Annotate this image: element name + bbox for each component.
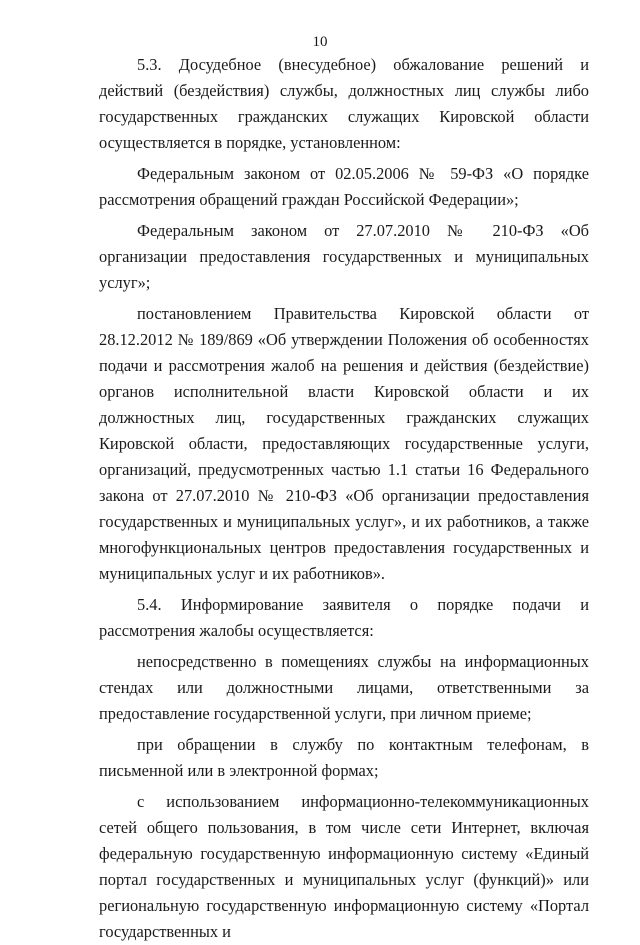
paragraph-by-phone: при обращении в службу по контактным телефонам, в письменной или в электронной формах; xyxy=(99,735,589,780)
paragraph-federal-law-210: Федеральным законом от 27.07.2010 № 210-ФЗ «Об организации предоставления государственных и муниципальных услуг»; xyxy=(99,221,589,292)
paragraph-in-premises: непосредственно в помещениях службы на информационных стендах или должностными лицами, ответственными за предоставление государственной услуги, при личном приеме; xyxy=(99,652,589,723)
paragraph-5-4: 5.4. Информирование заявителя о порядке подачи и рассмотрения жалобы осуществляется: xyxy=(99,595,589,640)
paragraph-government-resolution: постановлением Правительства Кировской области от 28.12.2012 № 189/869 «Об утверждении Положения об особенностях подачи и рассмотрения жалоб на решения и действия (бездействие) органов исполнительной власти Кировской области и их должностных лиц, государственных гражданских служащих Кировской области, предоставляющих государственные услуги, организаций, предусмотренных частью 1.1 статьи 16 Федерального закона от 27.07.2010 № 210-ФЗ «Об организации предоставления государственных и муниципальных услуг», и их работников, а также многофункциональных центров предоставления государственных и муниципальных услуг и их работников». xyxy=(99,304,589,583)
paragraph-federal-law-59: Федеральным законом от 02.05.2006 № 59-ФЗ «О порядке рассмотрения обращений граждан Российской Федерации»; xyxy=(99,164,589,209)
paragraph-5-3: 5.3. Досудебное (внесудебное) обжалование решений и действий (бездействия) службы, должностных лиц службы либо государственных гражданских служащих Кировской области осуществляется в порядке, установленном: xyxy=(99,55,589,152)
document-body xyxy=(99,52,589,945)
page-number: 10 xyxy=(312,34,328,50)
paragraph-via-internet: с использованием информационно-телекоммуникационных сетей общего пользования, в том числе сети Интернет, включая федеральную государственную информационную систему «Единый портал государственных и муниципальных услуг (функций)» или региональную государственную информационную систему «Портал государственных и xyxy=(99,792,589,941)
